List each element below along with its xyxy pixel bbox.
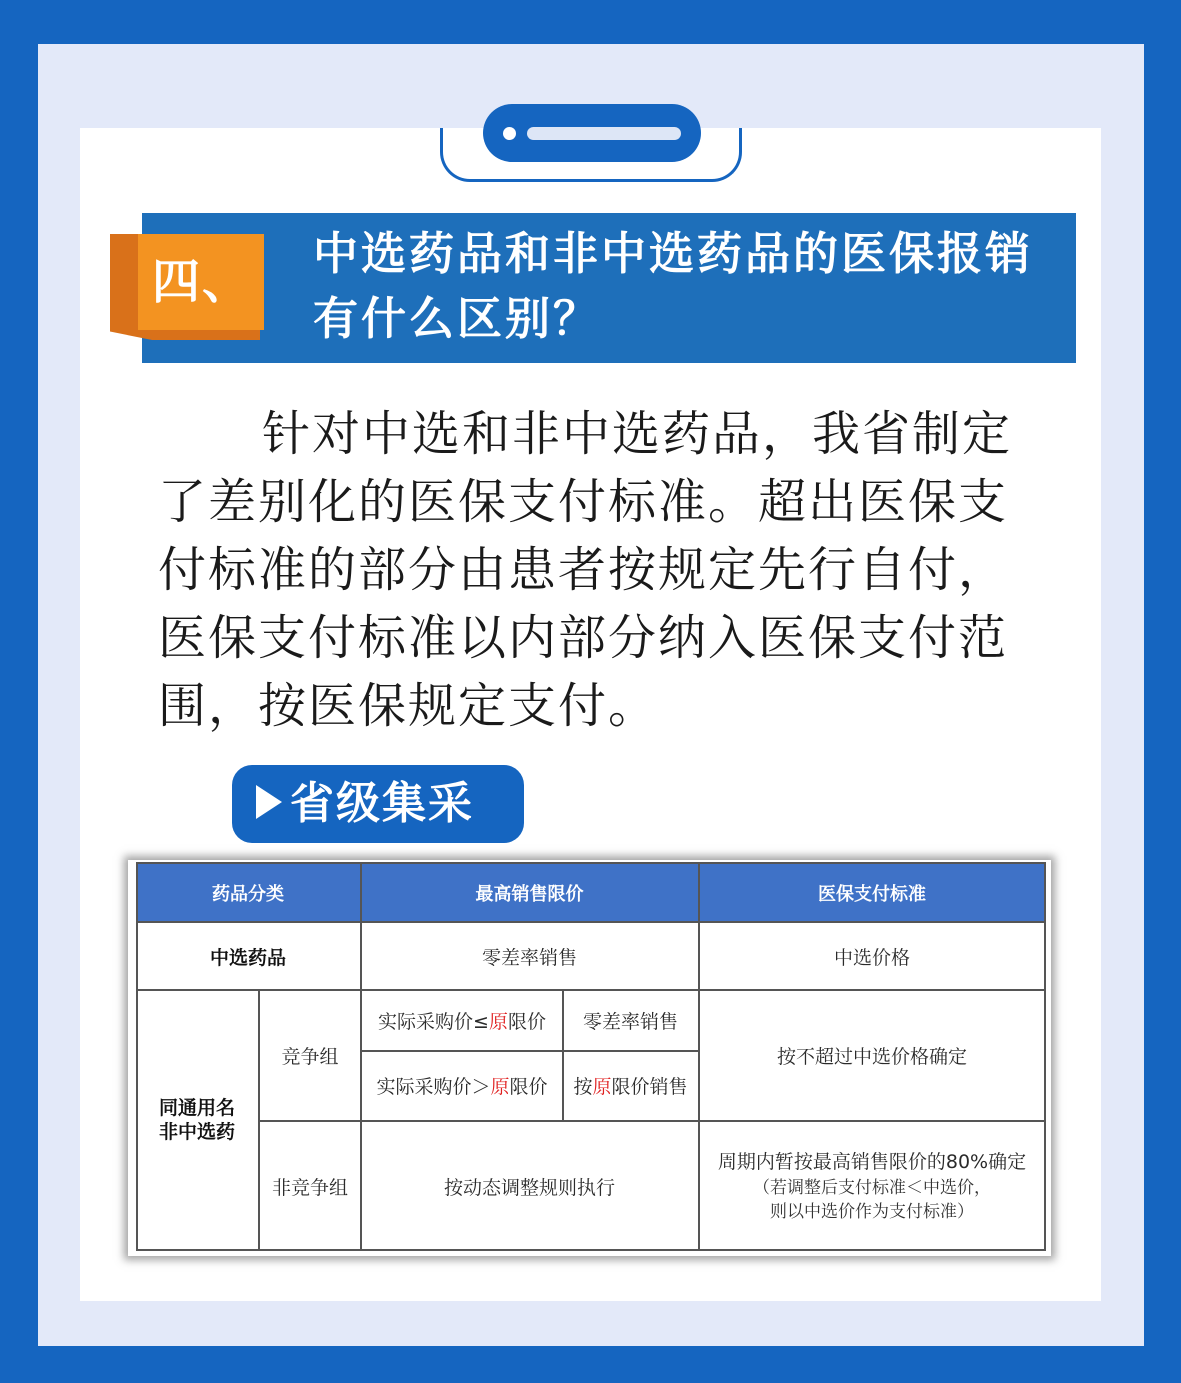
table-line <box>259 1120 1045 1122</box>
table-line <box>136 989 1045 991</box>
table-line <box>360 862 362 1251</box>
table-line <box>562 989 564 1121</box>
table-line <box>361 1050 699 1052</box>
table-line <box>136 1249 1045 1251</box>
competitive-result-1: 零差率销售 <box>582 1010 678 1033</box>
competitive-result-2: 按 原 限价销售 <box>573 1076 688 1098</box>
decorative-bar <box>527 127 681 140</box>
play-arrow-icon <box>256 785 282 819</box>
row-selected-label: 中选药品 <box>209 946 286 969</box>
body-paragraph: 针对中选和非中选药品，我省制定了差别化的医保支付标准。超出医保支付标准的部分由患者按规定先行自付，医保支付标准以内部分纳入医保支付范围，按医保规定支付。 <box>158 406 1013 734</box>
table-line <box>698 862 700 1251</box>
table-line <box>1044 862 1046 1251</box>
header-payment-standard: 医保支付标准 <box>699 864 1045 922</box>
competitive-condition-2: 实际采购价＞ 原 限价 <box>376 1076 548 1098</box>
noncompetitive-standard <box>699 1122 1045 1250</box>
header-max-price: 最高销售限价 <box>361 864 698 922</box>
noncompetitive-standard-note-2: 则以中选价作为支付标准） <box>770 1202 974 1222</box>
table-line <box>258 989 260 1251</box>
table-line <box>136 921 1045 923</box>
comparison-table <box>128 860 1051 1256</box>
row-selected-standard: 中选价格 <box>833 946 910 969</box>
row-selected-max-price: 零差率销售 <box>481 946 577 969</box>
section-tag <box>232 765 524 843</box>
header-category: 药品分类 <box>136 864 360 922</box>
noncompetitive-standard-note-1: （若调整后支付标准＜中选价， <box>753 1178 991 1198</box>
table-line <box>136 862 1045 864</box>
section-number: 四、 <box>152 254 253 310</box>
decorative-dot <box>503 127 516 140</box>
noncompetitive-standard-main: 周期内暂按最高销售限价的80%确定 <box>717 1151 1027 1173</box>
noncompetitive-label: 非竞争组 <box>271 1176 348 1199</box>
noncompetitive-max-price: 按动态调整规则执行 <box>443 1176 615 1199</box>
section-tag-label: 省级集采 <box>290 778 474 829</box>
competitive-label: 竞争组 <box>281 1045 339 1068</box>
competitive-condition-1: 实际采购价≤ 原 限价 <box>378 1010 546 1033</box>
table-line <box>136 862 138 1251</box>
competitive-standard: 按不超过中选价格确定 <box>776 1045 967 1068</box>
section-title: 中选药品和非中选药品的医保报销有什么区别？ <box>313 227 1034 345</box>
group-label: 同通用名 非中选药 <box>158 1097 235 1143</box>
